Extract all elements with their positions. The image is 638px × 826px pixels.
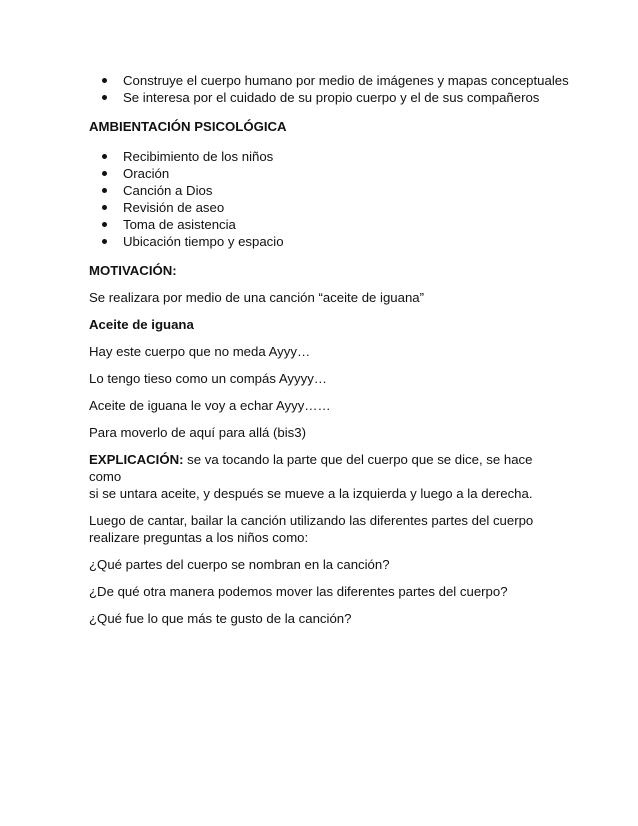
motivacion-heading: MOTIVACIÓN: [89, 263, 177, 278]
bullet-icon [102, 188, 107, 193]
song-line: Para moverlo de aquí para allá (bis3) [89, 425, 306, 440]
motivacion-text: Se realizara por medio de una canción “aceite de iguana” [89, 290, 425, 305]
document-content [89, 72, 569, 627]
ambientacion-heading: AMBIENTACIÓN PSICOLÓGICA [89, 119, 287, 134]
bullet-icon [102, 154, 107, 159]
explicacion-label: EXPLICACIÓN: [89, 452, 184, 467]
luego-line: realizare preguntas a los niños como: [89, 530, 309, 545]
explicacion-line: si se untara aceite, y después se mueve a la izquierda y luego a la derecha. [89, 486, 533, 501]
bullet-icon [102, 205, 107, 210]
bullet-icon [102, 239, 107, 244]
song-line: Aceite de iguana le voy a echar Ayyy…… [89, 398, 331, 413]
objectives-list [89, 72, 569, 106]
list-item: Toma de asistencia [89, 216, 559, 233]
question: ¿Qué fue lo que más te gusto de la canción? [89, 611, 352, 626]
song-title: Aceite de iguana [89, 317, 194, 332]
ambientacion-list [89, 148, 559, 250]
bullet-icon [102, 171, 107, 176]
bullet-icon [102, 95, 107, 100]
list-item: Revisión de aseo [89, 199, 559, 216]
question: ¿De qué otra manera podemos mover las diferentes partes del cuerpo? [89, 584, 508, 599]
song-line: Lo tengo tieso como un compás Ayyyy… [89, 371, 327, 386]
bullet-icon [102, 78, 107, 83]
song-line: Hay este cuerpo que no meda Ayyy… [89, 344, 311, 359]
luego-line: Luego de cantar, bailar la canción utilizando las diferentes partes del cuerpo [89, 513, 534, 528]
list-item: Ubicación tiempo y espacio [89, 233, 559, 250]
list-item: Recibimiento de los niños [89, 148, 559, 165]
list-item: Canción a Dios [89, 182, 559, 199]
bullet-icon [102, 222, 107, 227]
question: ¿Qué partes del cuerpo se nombran en la canción? [89, 557, 390, 572]
list-item: Oración [89, 165, 559, 182]
list-item: Se interesa por el cuidado de su propio cuerpo y el de sus compañeros [89, 89, 559, 106]
list-item: Construye el cuerpo humano por medio de imágenes y mapas conceptuales [89, 72, 559, 89]
explicacion-paragraph: EXPLICACIÓN: se va tocando la parte que del cuerpo que se dice, se hace como [89, 452, 533, 484]
